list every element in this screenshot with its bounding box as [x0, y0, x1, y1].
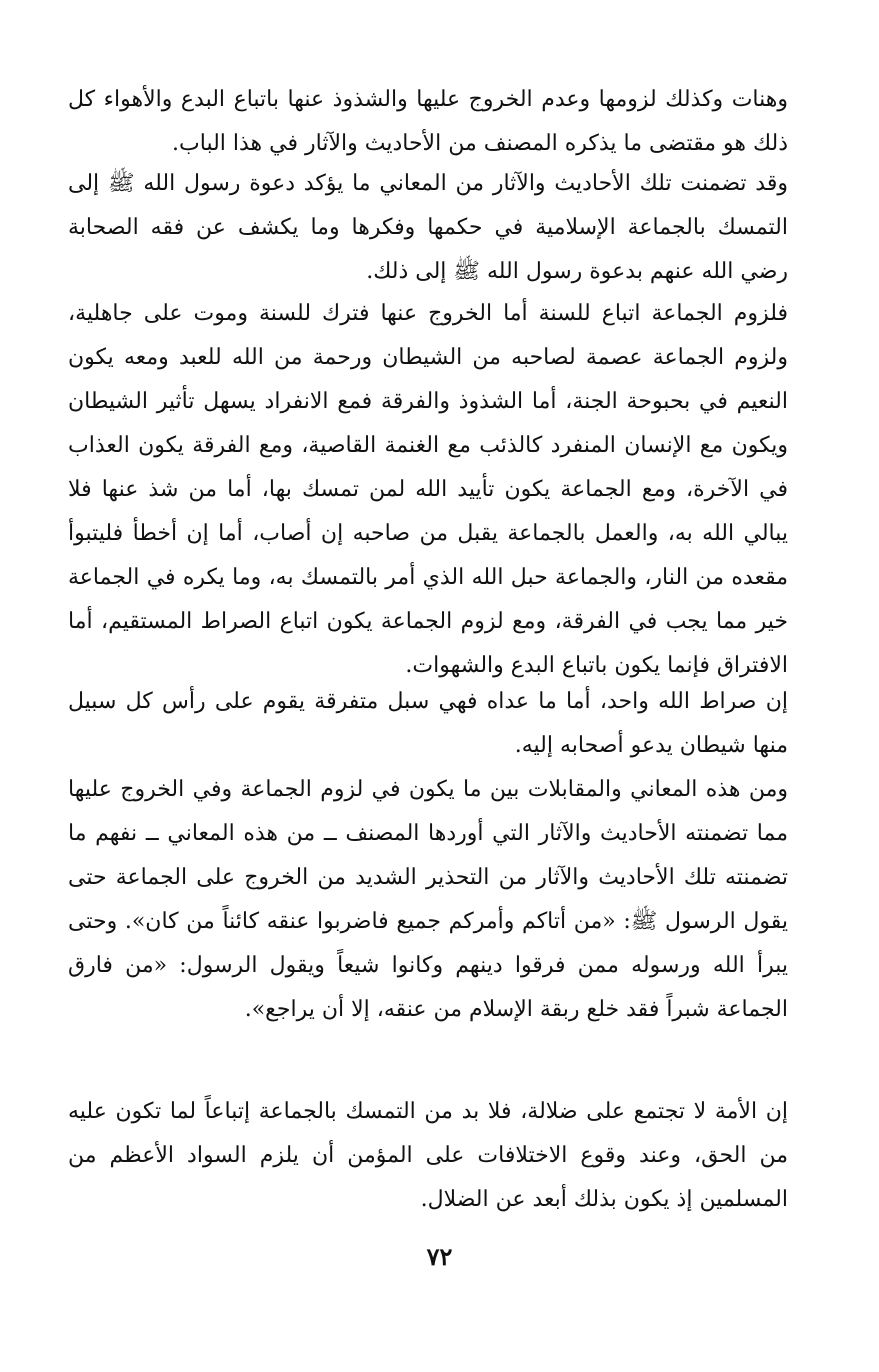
paragraph-2: وقد تضمنت تلك الأحاديث والآثار من المعاني ما يؤكد دعوة رسول الله ﷺ إلى التمسك بالجماعة الإسلامية في حكمها وفكرها وما يكشف عن فقه الصحابة رضي الله عنهم بدعوة رسول الله ﷺ إلى ذلك. [68, 171, 788, 284]
paragraph-4: إن صراط الله واحد، أما ما عداه فهي سبل متفرقة يقوم على رأس كل سبيل منها شيطان يدعو أصحابه إليه. [68, 689, 788, 758]
page-number: ٧٢ [426, 1242, 453, 1271]
paragraph-6: إن الأمة لا تجتمع على ضلالة، فلا بد من التمسك بالجماعة إتباعاً لما تكون عليه من الحق، وعند وقوع الاختلافات على المؤمن أن يلزم السواد الأعظم من المسلمين إذ يكون بذلك أبعد عن الضلال. [68, 1099, 788, 1212]
paragraph-1: وهنات وكذلك لزومها وعدم الخروج عليها والشذوذ عنها باتباع البدع والأهواء كل ذلك هو مقتضى ما يذكره المصنف من الأحاديث والآثار في هذا الباب. [68, 87, 788, 156]
paragraph-3: فلزوم الجماعة اتباع للسنة أما الخروج عنها فترك للسنة وموت على جاهلية، ولزوم الجماعة عصمة لصاحبه من الشيطان ورحمة من الله للعبد ومعه يكون النعيم في بحبوحة الجنة، أما الشذوذ والفرقة فمع الانفراد يسهل تأثير الشيطان ويكون مع الإنسان المنفرد كالذئب مع الغنمة القاصية، ومع الفرقة يكون العذاب في الآخرة، ومع الجماعة يكون تأييد الله لمن تمسك بها، أما من شذ عنها فلا يبالي الله به، والعمل بالجماعة يقبل من صاحبه إن أصاب، أما إن أخطأ فليتبوأ مقعده من النار، والجماعة حبل الله الذي أمر بالتمسك به، وما يكره في الجماعة خير مما يجب في الفرقة، ومع لزوم الجماعة يكون اتباع الصراط المستقيم، أما الافتراق فإنما يكون باتباع البدع والشهوات. [68, 301, 788, 678]
paragraph-5: ومن هذه المعاني والمقابلات بين ما يكون في لزوم الجماعة وفي الخروج عليها مما تضمنته الأحاديث والآثار التي أوردها المصنف ــ من هذه المعاني ــ نفهم ما تضمنته تلك الأحاديث والآثار من التحذير الشديد من الخروج على الجماعة حتى يقول الرسول ﷺ: «من أتاكم وأمركم جميع فاضربوا عنقه كائناً من كان». وحتى يبرأ الله ورسوله ممن فرقوا دينهم وكانوا شيعاً ويقول الرسول: «من فارق الجماعة شبراً فقد خلع ربقة الإسلام من عنقه، إلا أن يراجع». [68, 777, 788, 1022]
